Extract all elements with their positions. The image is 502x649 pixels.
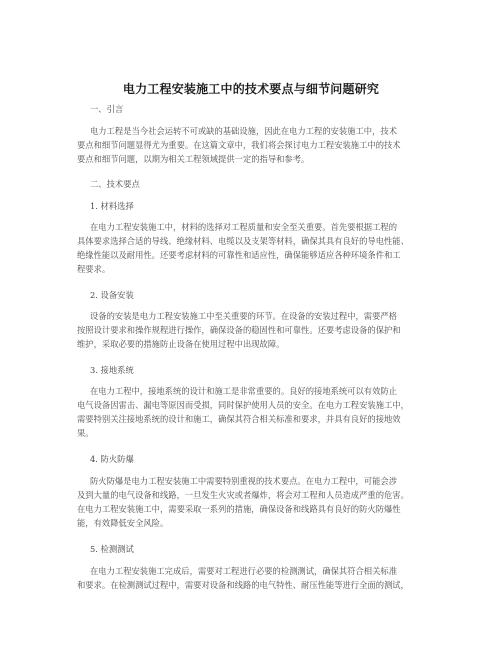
paragraph-line: 绝缘性能以及耐用性。还要考虑材料的可靠性和适应性，确保能够适应各种环境条件和工 [77, 250, 401, 260]
paragraph-line: 防火防爆是电力工程安装施工中需要特别重视的技术要点。在电力工程中，可能会涉 [90, 476, 397, 486]
paragraph-line: 能，有效降低安全风险。 [77, 518, 169, 528]
document-title: 电力工程安装施工中的技术要点与细节问题研究 [122, 82, 380, 96]
paragraph-line: 要点和细节问题显得尤为重要。在这篇文章中，我们将会探讨电力工程安装施工中的技术 [77, 140, 401, 150]
paragraph-line: 果。 [77, 428, 94, 438]
paragraph-line: 在电力工程安装施工中，需要采取一系列的措施，确保设备和线路具有良好的防火防爆性 [77, 504, 401, 514]
paragraph-line: 维护，采取必要的措施防止设备在使用过程中出现故障。 [77, 339, 285, 349]
paragraph-line: 在电力工程安装施工完成后，需要对工程进行必要的检测测试，确保其符合相关标准 [90, 566, 397, 576]
paragraph-line: 设备的安装是电力工程安装施工中至关重要的环节。在设备的安装过程中，需要严格 [90, 311, 397, 321]
paragraph-line: 电气设备因雷击、漏电等原因而受损，同时保护使用人员的安全。在电力工程安装施工中， [77, 400, 409, 410]
item-paragraph-grounding [77, 384, 432, 440]
intro-paragraph [77, 124, 432, 166]
item-heading-testing: 5. 检测测试 [90, 544, 134, 554]
item-paragraph-equipment [77, 309, 432, 351]
section-heading-intro: 一、引言 [90, 104, 124, 114]
item-paragraph-fire-explosion [77, 474, 432, 530]
item-paragraph-testing [77, 564, 432, 592]
item-paragraph-materials [77, 220, 432, 276]
paragraph-line: 在电力工程中，接地系统的设计和施工是非常重要的。良好的接地系统可以有效防止 [90, 386, 397, 396]
paragraph-line: 电力工程是当今社会运转不可或缺的基础设施，因此在电力工程的安装施工中，技术 [90, 126, 397, 136]
paragraph-line: 及到大量的电气设备和线路，一旦发生火灾或者爆炸，将会对工程和人员造成严重的危害。 [77, 490, 409, 500]
section-heading-technical-points: 二、技术要点 [90, 179, 140, 189]
paragraph-line: 需要特别关注接地系统的设计和施工，确保其符合相关标准和要求，并具有良好的接地效 [77, 414, 401, 424]
paragraph-line: 在电力工程安装施工中，材料的选择对工程质量和安全至关重要。首先要根据工程的 [90, 222, 397, 232]
paragraph-line: 按照设计要求和操作规程进行操作，确保设备的稳固性和可靠性。还要考虑设备的保护和 [77, 325, 401, 335]
paragraph-line: 和要求。在检测测试过程中，需要对设备和线路的电气特性、耐压性能等进行全面的测试， [77, 580, 409, 590]
item-heading-equipment: 2. 设备安装 [90, 290, 134, 300]
paragraph-line: 要点和细节问题，以期为相关工程领域提供一定的指导和参考。 [77, 154, 310, 164]
item-heading-grounding: 3. 接地系统 [90, 365, 134, 375]
item-heading-fire-explosion: 4. 防火防爆 [90, 454, 134, 464]
paragraph-line: 程要求。 [77, 264, 111, 274]
item-heading-materials: 1. 材料选择 [90, 201, 134, 211]
paragraph-line: 具体要求选择合适的导线、绝缘材料、电缆以及支架等材料，确保其具有良好的导电性能、 [77, 236, 409, 246]
